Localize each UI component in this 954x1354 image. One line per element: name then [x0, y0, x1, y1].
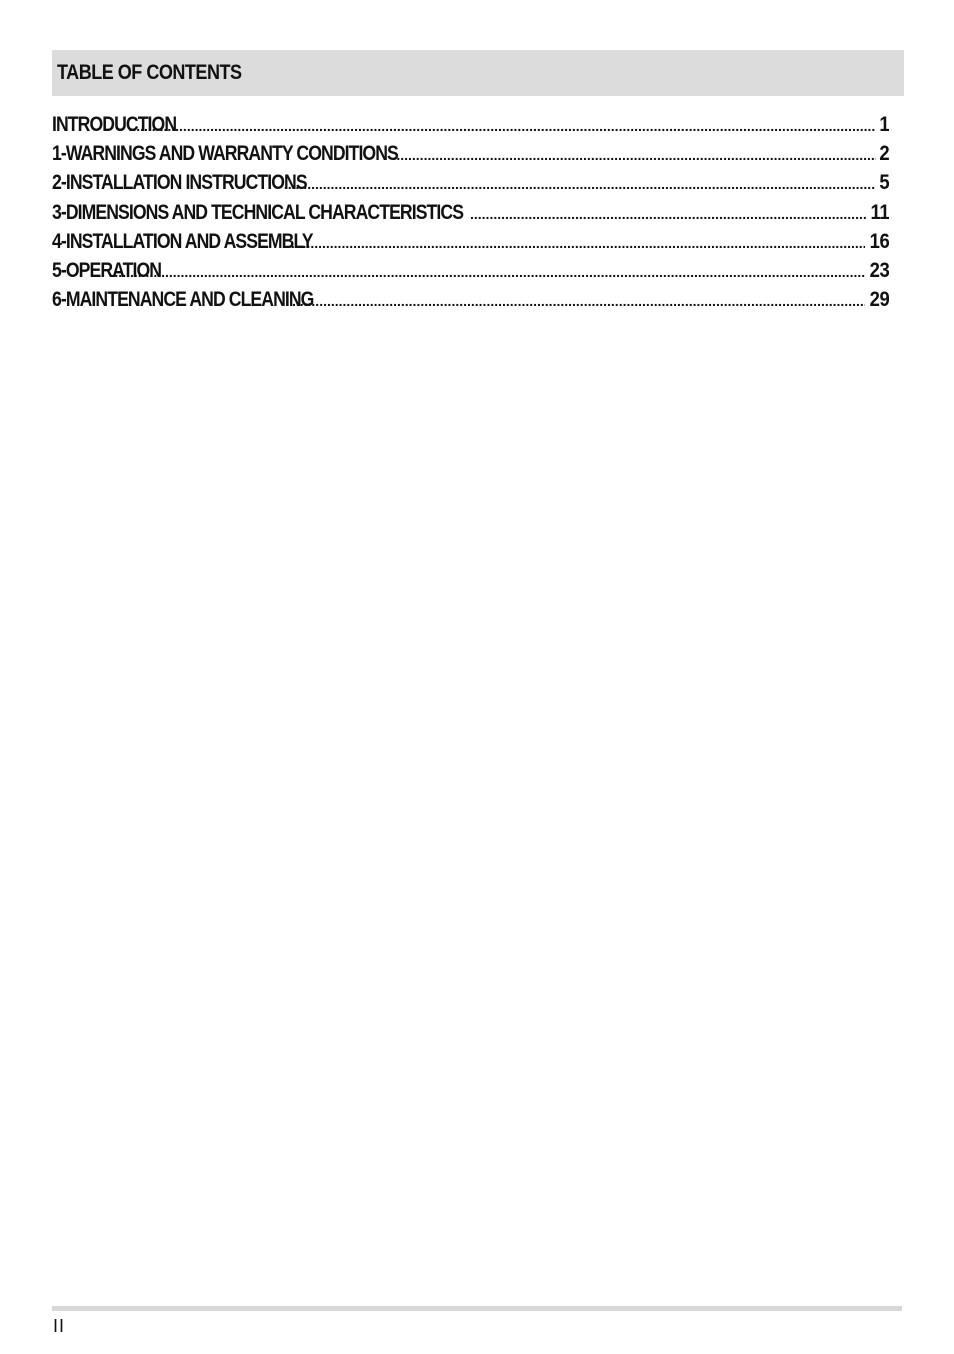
toc-entry-title: 5-OPERATION — [52, 258, 162, 282]
toc-entry-page: 2 — [879, 142, 889, 166]
toc-entry-maintenance[interactable] — [52, 288, 889, 317]
toc-entry-title: 1-WARNINGS AND WARRANTY CONDITIONS — [52, 142, 398, 166]
toc-entry-warnings[interactable] — [52, 142, 889, 171]
toc-entry-page: 11 — [870, 200, 889, 224]
page-title: TABLE OF CONTENTS — [57, 61, 242, 84]
footer-divider — [52, 1306, 902, 1311]
page-number: II — [53, 1316, 66, 1336]
toc-header-bar — [52, 50, 904, 96]
toc-entry-installation-assembly[interactable] — [52, 230, 889, 259]
toc-dot-leader — [470, 206, 866, 222]
toc-entry-dimensions[interactable] — [52, 201, 889, 230]
toc-entry-title: 2-INSTALLATION INSTRUCTIONS — [52, 171, 307, 195]
toc-entry-title: INTRODUCTION — [52, 113, 177, 136]
toc-dot-leader — [284, 176, 876, 192]
toc-entry-page: 1 — [879, 113, 889, 136]
toc-entry-page: 5 — [879, 171, 889, 195]
toc-entry-title: 3-DIMENSIONS AND TECHNICAL CHARACTERISTICS — [52, 200, 464, 224]
toc-entry-page: 29 — [869, 288, 889, 312]
toc-entry-page: 16 — [869, 229, 889, 253]
toc-entry-page: 23 — [869, 258, 889, 282]
table-of-contents — [52, 113, 889, 317]
toc-entry-installation-instructions[interactable] — [52, 171, 889, 200]
toc-dot-leader — [292, 293, 865, 309]
toc-dot-leader — [128, 118, 875, 134]
toc-entry-introduction[interactable] — [52, 113, 889, 142]
toc-dot-leader — [291, 235, 865, 251]
toc-dot-leader — [111, 264, 865, 280]
toc-entry-title: 4-INSTALLATION AND ASSEMBLY — [52, 229, 313, 253]
toc-dot-leader — [392, 147, 875, 163]
toc-entry-title: 6-MAINTENANCE AND CLEANING — [52, 288, 314, 312]
toc-entry-operation[interactable] — [52, 259, 889, 288]
